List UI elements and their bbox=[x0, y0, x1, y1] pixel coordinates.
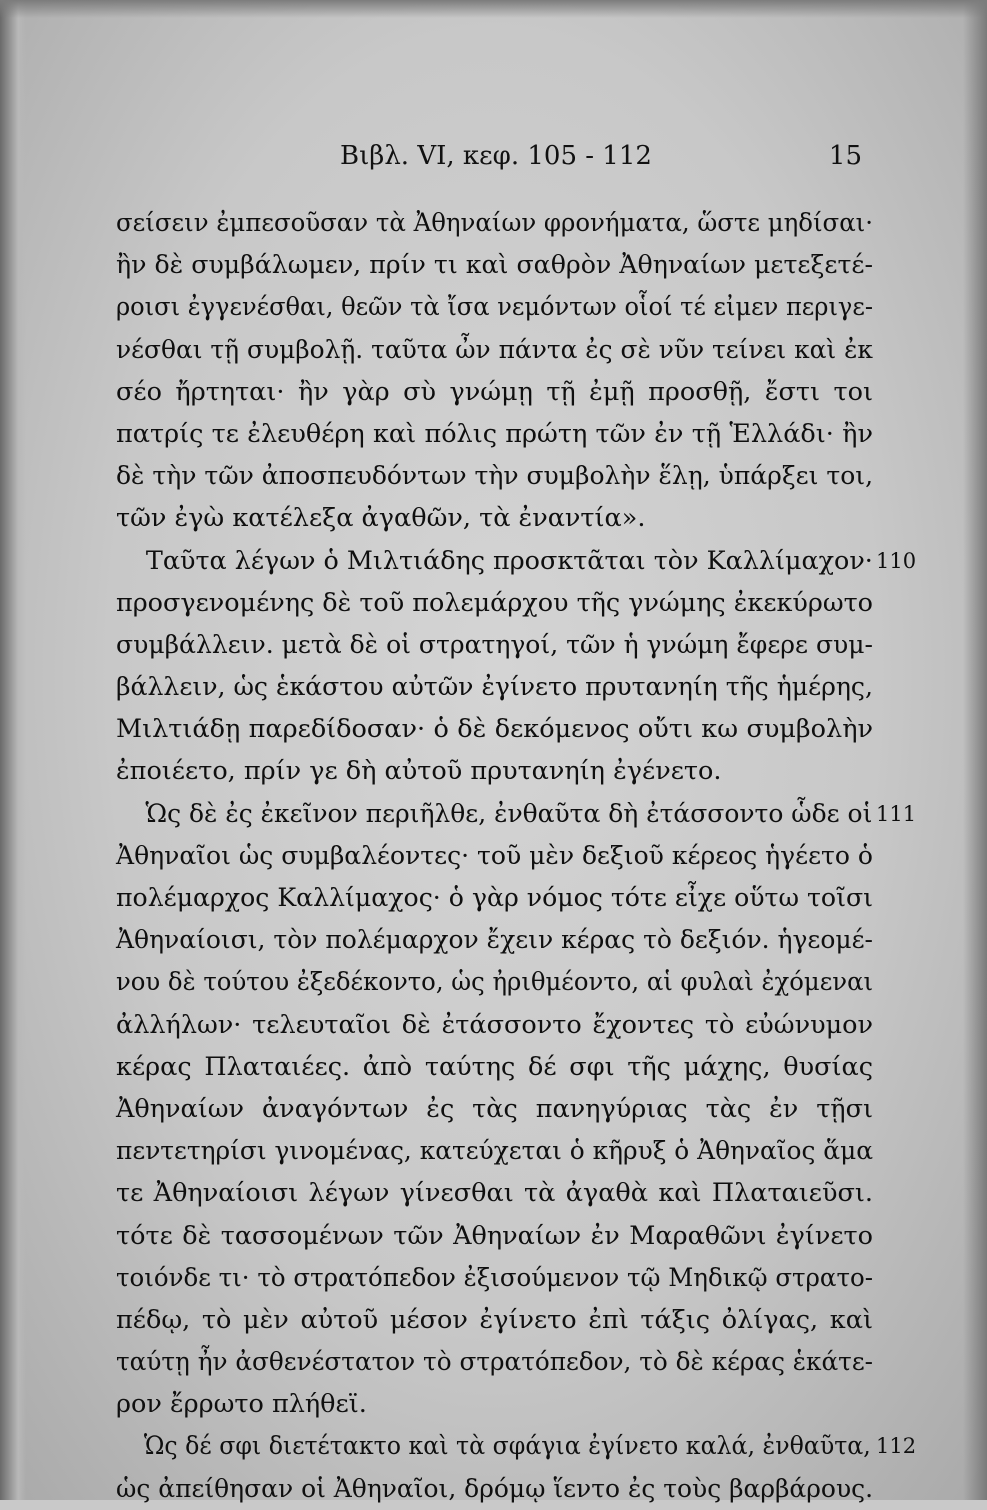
text-line-content: πεντετηρίσι γινομένας, κατεύχεται ὁ κῆρυξ ὁ Ἀθηναῖος ἅμα bbox=[116, 1136, 874, 1167]
running-head: Βιβλ. VI, κεφ. 105 - 112 bbox=[340, 141, 652, 171]
text-line bbox=[116, 455, 873, 497]
text-line-content: Ἀθηναῖοι ὡς συμβαλέοντες· τοῦ μὲν δεξιοῦ κέρεος ἡγέετο ὁ bbox=[116, 840, 873, 871]
text-line bbox=[116, 919, 873, 961]
text-line bbox=[116, 1257, 873, 1299]
text-line bbox=[116, 835, 873, 877]
page-left-edge-shadow bbox=[0, 0, 26, 1500]
text-line bbox=[116, 413, 873, 455]
page-right-edge-shadow bbox=[963, 0, 987, 1500]
text-line bbox=[116, 202, 873, 244]
text-line-content: τότε δὲ τασσομένων τῶν Ἀθηναίων ἐν Μαραθῶνι ἐγίνετο bbox=[116, 1220, 874, 1251]
text-line-content: Ταῦτα λέγων ὁ Μιλτιάδης προσκτᾶται τὸν Καλλίμαχον· bbox=[145, 545, 873, 576]
text-line bbox=[116, 497, 873, 539]
text-line bbox=[116, 1341, 873, 1383]
text-line-content: προσγενομένης δὲ τοῦ πολεμάρχου τῆς γνώμης ἐκεκύρωτο bbox=[116, 587, 873, 618]
chapter-margin-number: 112 bbox=[876, 1434, 917, 1459]
text-line-content: Ἀθηναίοισι, τὸν πολέμαρχον ἔχειν κέρας τὸ δεξιόν. ἡγεομέ- bbox=[116, 925, 873, 956]
text-line bbox=[116, 708, 873, 750]
text-line-content: τοιόνδε τι· τὸ στρατόπεδον ἐξισούμενον τῷ Μηδικῷ στρατο- bbox=[116, 1262, 874, 1293]
text-line-content: Ὡς δέ σφι διετέτακτο καὶ τὰ σφάγια ἐγίνετο καλά, ἐνθαῦτα, bbox=[143, 1431, 871, 1462]
text-line bbox=[116, 1425, 917, 1467]
text-line bbox=[116, 1172, 873, 1214]
text-line bbox=[116, 666, 873, 708]
text-line-content: πολέμαρχος Καλλίμαχος· ὁ γὰρ νόμος τότε εἶχε οὕτω τοῖσι bbox=[116, 883, 874, 913]
text-line bbox=[116, 244, 873, 286]
page-number: 15 bbox=[828, 141, 862, 171]
text-line bbox=[116, 1468, 873, 1510]
text-line bbox=[116, 540, 917, 582]
text-line bbox=[116, 793, 917, 835]
text-line bbox=[116, 371, 873, 413]
text-line bbox=[116, 1046, 873, 1088]
text-line-content: τε Ἀθηναίοισι λέγων γίνεσθαι τὰ ἀγαθὰ καὶ Πλαταιεῦσι. bbox=[116, 1178, 873, 1209]
text-line-content: βάλλειν, ὡς ἑκάστου αὐτῶν ἐγίνετο πρυτανηίη τῆς ἡμέρης, bbox=[116, 672, 874, 703]
text-line-content: Μιλτιάδῃ παρεδίδοσαν· ὁ δὲ δεκόμενος οὔτι κω συμβολὴν bbox=[116, 714, 873, 745]
text-line-content: κέρας Πλαταιέες. ἀπὸ ταύτης δέ σφι τῆς μάχης, θυσίας bbox=[116, 1051, 874, 1082]
text-line-content: τῶν ἐγὼ κατέλεξα ἀγαθῶν, τὰ ἐναντία». bbox=[116, 503, 646, 534]
text-line bbox=[116, 286, 873, 328]
paragraph bbox=[116, 1425, 917, 1509]
text-line-content: ὡς ἀπείθησαν οἱ Ἀθηναῖοι, δρόμῳ ἵεντο ἐς τοὺς βαρβάρους. bbox=[116, 1473, 874, 1504]
text-line-content: ταύτῃ ἦν ἀσθενέστατον τὸ στρατόπεδον, τὸ δὲ κέρας ἑκάτε- bbox=[116, 1347, 873, 1378]
page-top-edge-shadow bbox=[0, 0, 987, 18]
text-line-content: συμβάλλειν. μετὰ δὲ οἱ στρατηγοί, τῶν ἡ γνώμη ἔφερε συμ- bbox=[116, 629, 873, 660]
text-line-content: πατρίς τε ἐλευθέρη καὶ πόλις πρώτη τῶν ἐν τῇ Ἑλλάδι· ἢν bbox=[116, 418, 873, 449]
text-line bbox=[116, 624, 873, 666]
text-line bbox=[116, 1383, 873, 1425]
text-line-content: νέσθαι τῇ συμβολῇ. ταῦτα ὦν πάντα ἐς σὲ νῦν τείνει καὶ ἐκ bbox=[116, 334, 873, 365]
text-line bbox=[116, 582, 873, 624]
text-line-content: πέδῳ, τὸ μὲν αὐτοῦ μέσον ἐγίνετο ἐπὶ τάξις ὀλίγας, καὶ bbox=[116, 1304, 873, 1335]
text-line-content: ροισι ἐγγενέσθαι, θεῶν τὰ ἴσα νεμόντων οἷοί τέ εἰμεν περιγε- bbox=[116, 292, 873, 323]
text-line-content: ἐποιέετο, πρίν γε δὴ αὐτοῦ πρυτανηίη ἐγένετο. bbox=[116, 756, 722, 787]
text-line bbox=[116, 1299, 873, 1341]
text-line bbox=[116, 329, 873, 371]
text-line bbox=[116, 1004, 873, 1046]
text-line-content: ἢν δὲ συμβάλωμεν, πρίν τι καὶ σαθρὸν Ἀθηναίων μετεξετέ- bbox=[116, 250, 874, 281]
chapter-margin-number: 111 bbox=[876, 801, 917, 826]
text-line bbox=[116, 1215, 873, 1257]
chapter-margin-number: 110 bbox=[876, 548, 917, 573]
paragraph bbox=[116, 540, 917, 793]
text-line-content: ρον ἔρρωτο πλήθεϊ. bbox=[116, 1389, 367, 1420]
text-line-content: σέο ἤρτηται· ἢν γὰρ σὺ γνώμῃ τῇ ἐμῇ προσθῇ, ἔστι τοι bbox=[116, 376, 873, 407]
page-header bbox=[118, 141, 870, 181]
text-line-content: δὲ τὴν τῶν ἀποσπευδόντων τὴν συμβολὴν ἕλῃ, ὑπάρξει τοι, bbox=[116, 461, 874, 492]
text-line-content: νου δὲ τούτου ἐξεδέκοντο, ὡς ἠριθμέοντο, αἱ φυλαὶ ἐχόμεναι bbox=[116, 967, 874, 998]
text-line bbox=[116, 877, 873, 919]
text-line-content: Ἀθηναίων ἀναγόντων ἐς τὰς πανηγύριας τὰς ἐν τῇσι bbox=[116, 1093, 873, 1124]
text-line bbox=[116, 1088, 873, 1130]
text-line-content: σείσειν ἐμπεσοῦσαν τὰ Ἀθηναίων φρονήματα, ὥστε μηδίσαι· bbox=[116, 208, 874, 238]
text-line bbox=[116, 961, 873, 1003]
text-body bbox=[116, 202, 917, 1510]
text-line bbox=[116, 750, 873, 792]
paragraph bbox=[116, 793, 917, 1426]
paragraph bbox=[116, 202, 873, 540]
text-line-content: Ὡς δὲ ἐς ἐκεῖνον περιῆλθε, ἐνθαῦτα δὴ ἐτάσσοντο ὧδε οἱ bbox=[145, 798, 873, 829]
text-line-content: ἀλλήλων· τελευταῖοι δὲ ἐτάσσοντο ἔχοντες τὸ εὐώνυμον bbox=[116, 1009, 874, 1040]
text-line bbox=[116, 1130, 873, 1172]
